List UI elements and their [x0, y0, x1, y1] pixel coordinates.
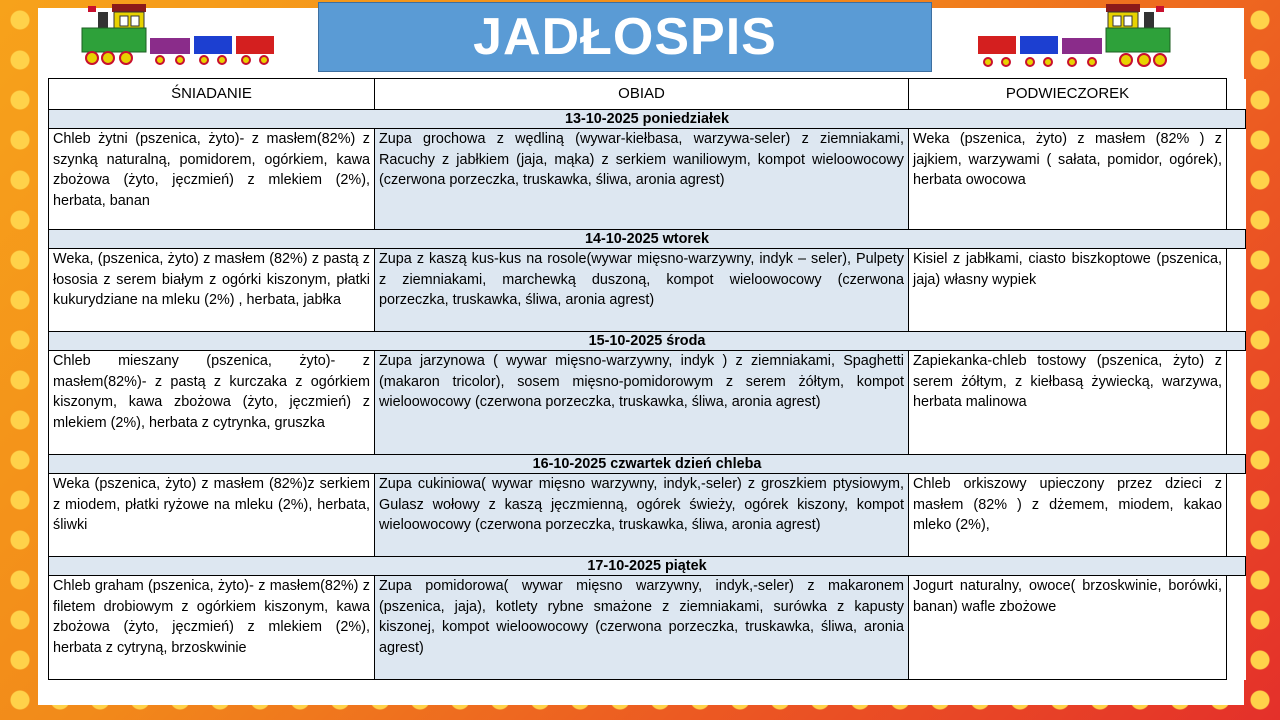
column-header-lunch: OBIAD [375, 79, 909, 110]
table-row [49, 351, 1246, 455]
table-margin-cell [1227, 351, 1246, 455]
train-left-icon [68, 0, 280, 70]
page-title: JADŁOSPIS [318, 2, 932, 72]
table-row [49, 129, 1246, 230]
snack-cell: Zapiekanka-chleb tostowy (pszenica, żyto) z serem żółtym, z kiełbasą żywiecką, warzywa, herbata malinowa [909, 351, 1227, 455]
day-date: 16-10-2025 czwartek dzień chleba [49, 455, 1246, 474]
lunch-cell: Zupa pomidorowa( wywar mięsno warzywny, indyk,-seler) z makaronem (pszenica, jaja), kotlety rybne smażone z ziemniakami, surówka z kapusty kiszonej, kompot wieloowocowy (czerwona porzeczka, truskawka, śliwa, aronia agrest) [375, 576, 909, 680]
snack-cell: Kisiel z jabłkami, ciasto biszkoptowe (pszenica, jaja) własny wypiek [909, 249, 1227, 332]
train-right-icon [972, 0, 1184, 72]
day-header-row [49, 557, 1246, 576]
day-header-row [49, 332, 1246, 351]
lunch-cell: Zupa jarzynowa ( wywar mięsno-warzywny, indyk ) z ziemniakami, Spaghetti (makaron tricolor), sosem mięsno-pomidorowym z serem żółtym, kompot wieloowocowy (czerwona porzeczka, truskawka, śliwa, aronia agrest) [375, 351, 909, 455]
snack-cell: Weka (pszenica, żyto) z masłem (82% ) z jajkiem, warzywami ( sałata, pomidor, ogórek), herbata owocowa [909, 129, 1227, 230]
table-row [49, 249, 1246, 332]
day-header-row [49, 455, 1246, 474]
breakfast-cell: Chleb graham (pszenica, żyto)- z masłem(82%) z filetem drobiowym z ogórkiem kiszonym, kawa zbożowa (żyto, jęczmień) z mlekiem (2%), herbata z cytryną, brzoskwinie [49, 576, 375, 680]
lunch-cell: Zupa z kaszą kus-kus na rosole(wywar mięsno-warzywny, indyk – seler), Pulpety z ziemniakami, marchewką duszoną, kompot wieloowocowy (czerwona porzeczka, truskawka, śliwa, aronia agrest) [375, 249, 909, 332]
breakfast-cell: Chleb mieszany (pszenica, żyto)- z masłem(82%)- z pastą z kurczaka z ogórkiem kiszonym, kawa zbożowa (żyto, jęczmień) z mlekiem (2%), herbata z cytrynka, gruszka [49, 351, 375, 455]
table-header-row [49, 79, 1246, 110]
snack-cell: Jogurt naturalny, owoce( brzoskwinie, borówki, banan) wafle zbożowe [909, 576, 1227, 680]
table-margin-cell [1227, 129, 1246, 230]
lunch-cell: Zupa cukiniowa( wywar mięsno warzywny, indyk,-seler) z groszkiem ptysiowym, Gulasz wołowy z kaszą jęczmienną, ogórek świeży, ogórek kiszony, kompot wieloowocowy (czerwona porzeczka, truskawka, śliwa, aronia agrest) [375, 474, 909, 557]
day-date: 15-10-2025 środa [49, 332, 1246, 351]
day-header-row [49, 230, 1246, 249]
lunch-cell: Zupa grochowa z wędliną (wywar-kiełbasa, warzywa-seler) z ziemniakami, Racuchy z jabłkiem (jaja, mąka) z serkiem waniliowym, kompot wieloowocowy (czerwona porzeczka, truskawka, śliwa, aronia agrest) [375, 129, 909, 230]
day-date: 14-10-2025 wtorek [49, 230, 1246, 249]
column-header-breakfast: ŚNIADANIE [49, 79, 375, 110]
table-row [49, 576, 1246, 680]
table-row [49, 474, 1246, 557]
breakfast-cell: Weka, (pszenica, żyto) z masłem (82%) z pastą z łososia z serem białym z ogórki kiszonym, płatki kukurydziane na mleku (2%) , herbata, jabłka [49, 249, 375, 332]
menu-table [48, 78, 1246, 680]
day-date: 17-10-2025 piątek [49, 557, 1246, 576]
breakfast-cell: Weka (pszenica, żyto) z masłem (82%)z serkiem z miodem, płatki ryżowe na mleku (2%), herbata, śliwki [49, 474, 375, 557]
column-header-snack: PODWIECZOREK [909, 79, 1227, 110]
snack-cell: Chleb orkiszowy upieczony przez dzieci z masłem (82% ) z dżemem, miodem, kakao mleko (2%), [909, 474, 1227, 557]
table-margin-cell [1227, 249, 1246, 332]
day-date: 13-10-2025 poniedziałek [49, 110, 1246, 129]
table-margin-cell [1227, 576, 1246, 680]
table-margin-cell [1227, 79, 1246, 110]
table-margin-cell [1227, 474, 1246, 557]
day-header-row [49, 110, 1246, 129]
breakfast-cell: Chleb żytni (pszenica, żyto)- z masłem(82%) z szynką naturalną, pomidorem, ogórkiem, kawa zbożowa (żyto, jęczmień) z mlekiem (2%), herbata, banan [49, 129, 375, 230]
